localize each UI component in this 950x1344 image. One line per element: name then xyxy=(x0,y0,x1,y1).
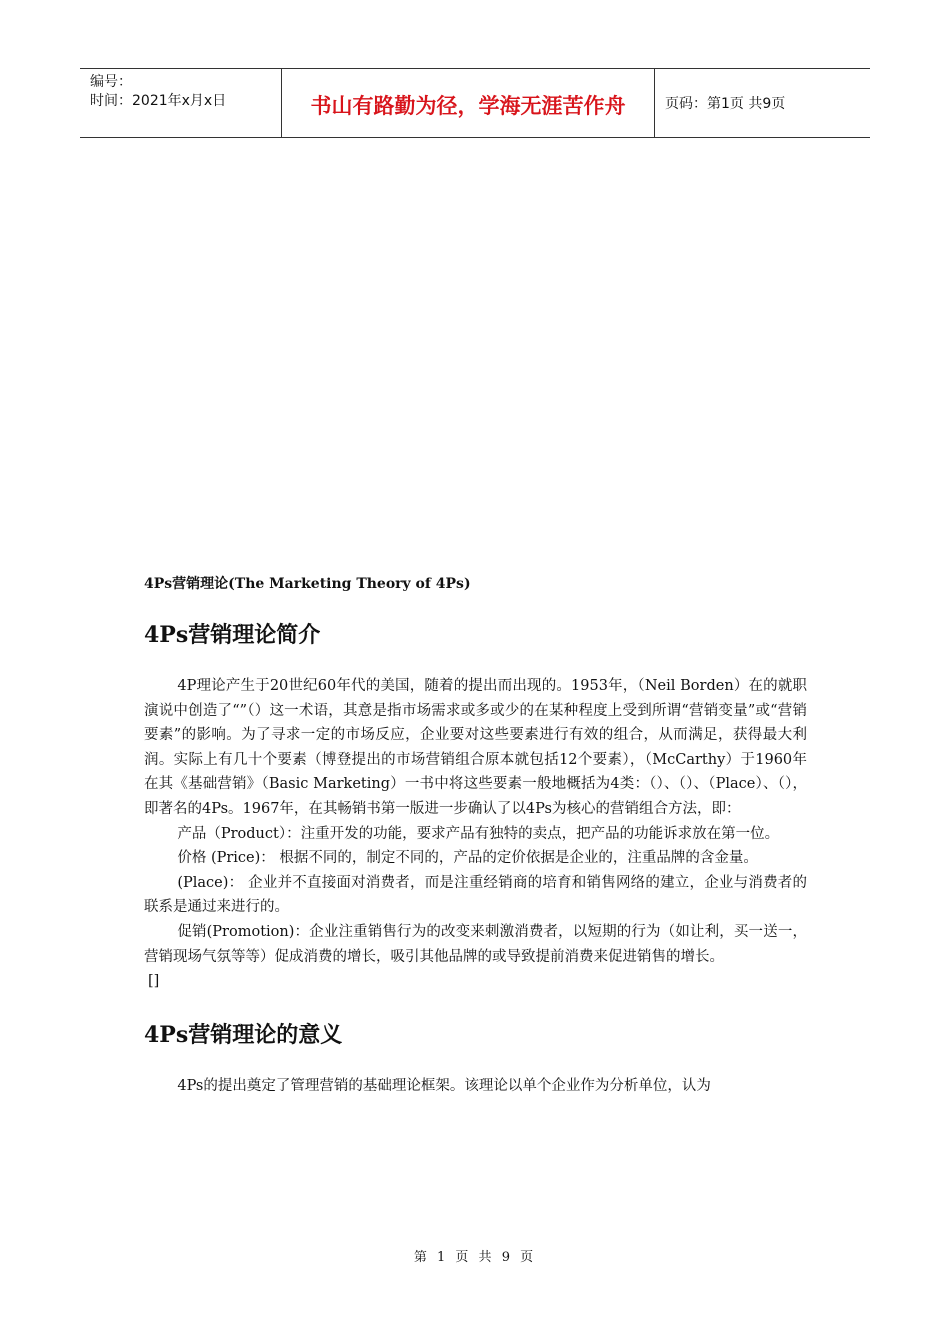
paragraph-place: (Place)： 企业并不直接面对消费者，而是注重经销商的培育和销售网络的建立，企业与消费者的联系是通过来进行的。 xyxy=(144,874,807,916)
paragraph-promotion: 促销(Promotion)：企业注重销售行为的改变来刺激消费者，以短期的行为（如让利，买一送一，营销现场气氛等等）促成消费的增长，吸引其他品牌的或导致提前消费来促进销售的增长。 xyxy=(144,923,807,965)
paragraph-intro: 4P理论产生于20世纪60年代的美国，随着的提出而出现的。1953年，（Neil Borden）在的就职演说中创造了“”（）这一术语，其意是指市场需求或多或少的在某种程度上受到所谓“营销变量”或“营销要素”的影响。为了寻求一定的市场反应，企业要对这些要素进行有效的组合，从而满足，获得最大利润。实际上有几十个要素（博登提出的市场营销组合原本就包括12个要素），（McCarthy）于1960年在其《基础营销》（Basic Marketing）一书中将这些要素一般地概括为4类：（）、（）、（Place）、（），即著名的4Ps。1967年，在其畅销书第一版进一步确认了以4Ps为核心的营销组合方法，即： xyxy=(144,678,807,817)
paragraph-product: 产品（Product）：注重开发的功能，要求产品有独特的卖点，把产品的功能诉求放在第一位。 xyxy=(177,825,780,842)
paragraph-significance: 4Ps的提出奠定了管理营销的基础理论框架。该理论以单个企业作为分析单位，认为 xyxy=(177,1077,711,1094)
page-footer: 第 1 页 共 9 页 xyxy=(413,1250,537,1265)
document-number-label: 编号： xyxy=(90,74,132,90)
document-title: 4Ps营销理论(The Marketing Theory of 4Ps) xyxy=(144,576,471,592)
header-meta xyxy=(80,69,282,137)
reference-bracket: [] xyxy=(148,973,160,990)
section-heading-intro: 4Ps营销理论简介 xyxy=(144,622,321,648)
page-header xyxy=(80,68,870,138)
header-motto: 书山有路勤为径，学海无涯苦作舟 xyxy=(282,69,655,137)
document-body xyxy=(144,570,807,1098)
header-page-number: 页码：第1页 共9页 xyxy=(665,96,786,112)
section-heading-significance: 4Ps营销理论的意义 xyxy=(144,1021,343,1048)
document-time-label: 时间：2021年x月x日 xyxy=(90,93,227,109)
paragraph-price: 价格 (Price)： 根据不同的，制定不同的，产品的定价依据是企业的，注重品牌的含金量。 xyxy=(177,850,758,867)
